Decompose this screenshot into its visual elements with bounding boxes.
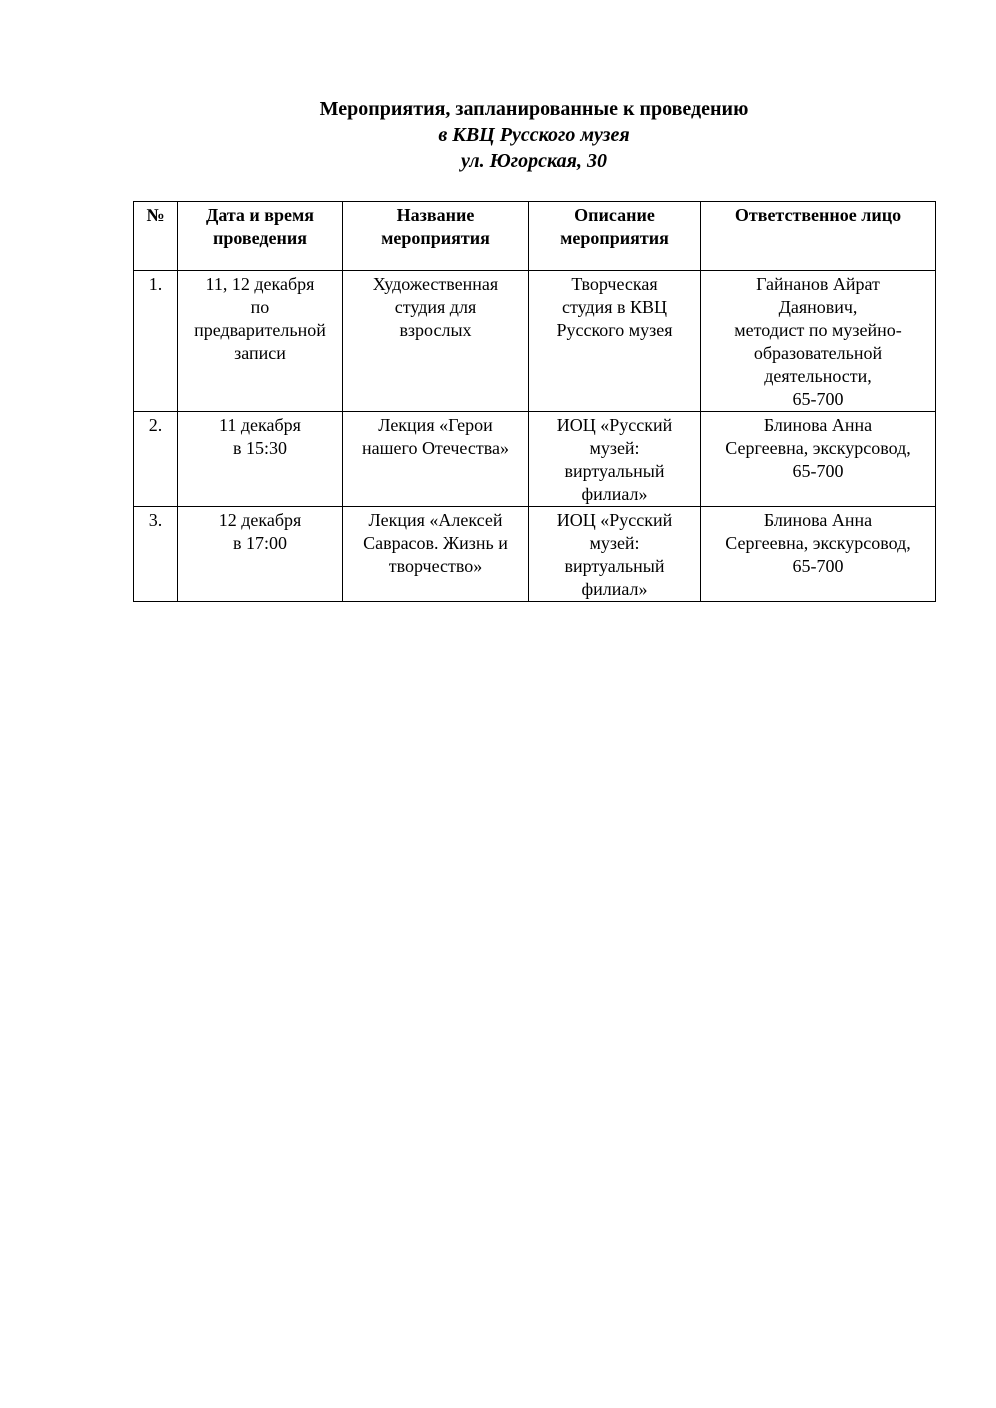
table-row [134,507,936,602]
cell-date-time: 11, 12 декабря по предварительной записи [178,271,343,412]
header-event-name: Название мероприятия [343,202,529,271]
cell-event-name: Лекция «Алексей Саврасов. Жизнь и творчество» [343,507,529,602]
document-title [0,96,996,174]
header-date-time: Дата и время проведения [178,202,343,271]
cell-event-description: ИОЦ «Русский музей: виртуальный филиал» [529,412,701,507]
header-responsible-person: Ответственное лицо [701,202,936,271]
header-event-description: Описание мероприятия [529,202,701,271]
cell-date-time: 12 декабря в 17:00 [178,507,343,602]
title-line-1: Мероприятия, запланированные к проведению [319,98,749,120]
title-line-2: в КВЦ Русского музея [438,124,630,146]
table-header-row [134,202,936,271]
cell-event-description: ИОЦ «Русский музей: виртуальный филиал» [529,507,701,602]
cell-event-name: Художественная студия для взрослых [343,271,529,412]
cell-responsible-person: Блинова Анна Сергеевна, экскурсовод, 65-700 [701,507,936,602]
cell-responsible-person: Блинова Анна Сергеевна, экскурсовод, 65-700 [701,412,936,507]
cell-event-name: Лекция «Герои нашего Отечества» [343,412,529,507]
cell-number: 2. [134,412,178,507]
title-line-3: ул. Югорская, 30 [461,150,607,172]
events-table [133,201,936,602]
table-row [134,412,936,507]
table-row [134,271,936,412]
cell-number: 3. [134,507,178,602]
cell-date-time: 11 декабря в 15:30 [178,412,343,507]
cell-responsible-person: Гайнанов Айрат Даянович, методист по музейно- образовательной деятельности, 65-700 [701,271,936,412]
cell-number: 1. [134,271,178,412]
cell-event-description: Творческая студия в КВЦ Русского музея [529,271,701,412]
header-number: № [134,202,178,271]
